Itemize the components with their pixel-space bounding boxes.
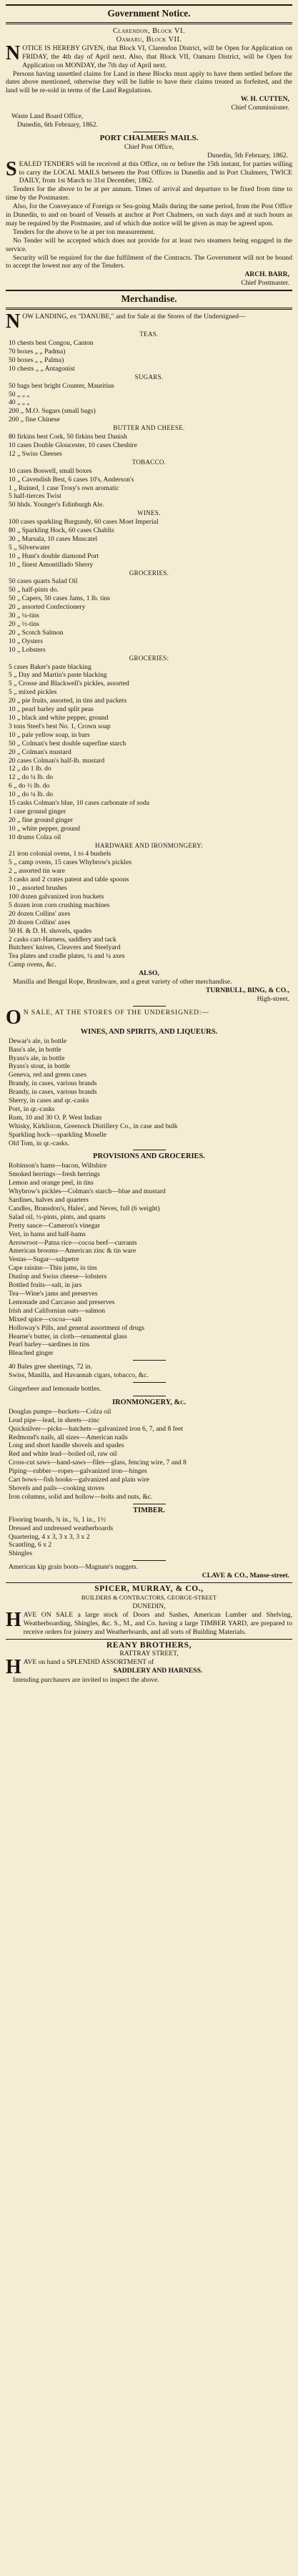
- notice-office: Waste Land Board Office,: [11, 112, 84, 121]
- list-item: Iron columns, solid and hollow—bolts and nuts, &c.: [9, 1492, 153, 1501]
- sale-ironmongery-list: [6, 1408, 292, 1502]
- ironmongery-heading: HARDWARE AND IRONMONGERY:: [95, 841, 203, 849]
- list-item: 5 „ Day and Martin's paste blacking: [9, 671, 107, 680]
- list-item: Cross-cut saws—hand-saws—files—glass, fencing wire, 7 and 8: [9, 1459, 187, 1467]
- list-item: Irish and Californian oats—salmon: [9, 1306, 106, 1315]
- list-item: 12 „ do 1 lb. do: [9, 765, 51, 773]
- block-title-clarendon: Clarendon, Block VI.: [113, 27, 185, 35]
- teas-list: [6, 339, 292, 373]
- timber-title: TIMBER.: [133, 1506, 165, 1514]
- list-item: 1 „ Ruined, 1 case Trosy's own aromatic: [9, 484, 119, 492]
- government-notice-body: [6, 44, 292, 70]
- newspaper-column: [6, 0, 292, 1685]
- list-item: 10 „ Oysters: [9, 637, 43, 645]
- list-item: Camp ovens, &c.: [9, 961, 56, 969]
- sale-ironmongery-title: IRONMONGERY, &c.: [112, 1398, 186, 1406]
- sugars-list: [6, 382, 292, 425]
- notice-paragraph-2: Persons having unsettled claims for Land in these Blocks must apply to have them settled before the dates above mentioned, otherwise they will be liable to have their claims treated as forfeited, and the land will be re-sold in terms of the Land Regulations.: [6, 69, 292, 95]
- list-item: Dewar's ale, in bottle: [9, 1037, 67, 1045]
- list-item: Piping—rubber—ropes—galvanized iron—hinges: [9, 1467, 147, 1476]
- reany-body: [6, 1658, 292, 1676]
- list-item: 50 „ „ „: [9, 390, 30, 398]
- list-item: 15 casks Colman's blue, 10 cases carbonate of soda: [9, 799, 150, 808]
- boots-line: American kip grain boots—Magnate's nuggets.: [9, 1563, 139, 1572]
- list-item: 12 „ do ¼ lb. do: [9, 773, 54, 782]
- list-item: 10 „ Lobsters: [9, 645, 46, 654]
- list-item: Bleached ginger: [9, 1349, 54, 1358]
- groceries-2-heading: GROCERIES:: [129, 654, 169, 662]
- reany-address: RATTRAY STREET,: [119, 1650, 179, 1658]
- notice-office-date: Dunedin, 6th February, 1862.: [17, 120, 98, 129]
- list-item: 3 casks and 2 crates patent and table spoons: [9, 876, 129, 884]
- list-item: 100 cases sparkling Burgundy, 60 cases Moet Imperial: [9, 518, 159, 527]
- list-item: 10 chests „ „ Antagonist: [9, 364, 75, 373]
- clave-firm: CLAVE & CO., Manse-street.: [202, 1572, 289, 1580]
- merchandise-intro-text: OW LANDING, ex "DANUBE," and for Sale at the Stores of the Undersigned—: [22, 313, 246, 321]
- spicer-body: [6, 1611, 292, 1637]
- block-title-oamaru: Oamaru, Block VII.: [116, 35, 182, 44]
- list-item: 5 „ Silverwater: [9, 543, 51, 552]
- list-item: Holloway's Pills, and general assortment of drugs: [9, 1323, 145, 1332]
- sheetings-line: 40 Bales gree sheetings, 72 in.: [9, 1363, 92, 1371]
- list-item: 2 casks cart-Harness, saddlery and tack: [9, 935, 116, 944]
- list-item: 50 „ Colman's best double superfine starch: [9, 739, 126, 748]
- list-item: Sardines, halves and quarters: [9, 1196, 89, 1204]
- reany-paragraph-3: Intending purchasers are invited to inspect the above.: [13, 1676, 159, 1685]
- port-chalmers-mails-title: PORT CHALMERS MAILS.: [99, 133, 199, 142]
- reany-firm: REANY BROTHERS,: [106, 1640, 192, 1650]
- ginger-line: Gingerbeer and lemonade bottles.: [9, 1385, 101, 1394]
- mails-body: [6, 160, 292, 186]
- list-item: 20 „ pie fruits, assorted, in tins and packets: [9, 697, 127, 705]
- spicer-city: DUNEDIN,: [132, 1602, 166, 1610]
- reany-paragraph-1: AVE on hand a SPLENDID ASSORTMENT of: [23, 1658, 154, 1667]
- spicer-paragraph: AVE ON SALE a large stock of Doors and Sashes, American Lumber and Shelving, Weatherboarding, Shingles, &c. S., M., and Co. having a large TIMBER YARD, are prepared to receive orders for joinery and Weatherboards, and all sorts of Building Materials.: [23, 1610, 292, 1636]
- dropcap-h: H: [6, 1610, 21, 1631]
- list-item: Flooring boards, ¾ in., ¾, 1 in., 1½: [9, 1515, 106, 1524]
- divider: [6, 290, 292, 291]
- provisions-list: [6, 1162, 292, 1358]
- list-item: 10 drums Colza oil: [9, 833, 61, 841]
- cigars-line: Swiss, Manilla, and Havannah cigars, tobacco, &c.: [9, 1371, 149, 1380]
- list-item: Douglas pumps—buckets—Colza oil: [9, 1407, 111, 1416]
- list-item: Cape raisins—Thin jams, in tins: [9, 1264, 97, 1273]
- list-item: 50 „ half-pints do.: [9, 586, 59, 594]
- list-item: 10 „ finest Amontillado Sherry: [9, 560, 94, 569]
- list-item: Butchers' knives, Cleavers and Steelyard: [9, 944, 121, 952]
- list-item: Brandy, in cases, various brands: [9, 1079, 97, 1088]
- list-item: 50 cases quarts Salad Oil: [9, 577, 78, 586]
- list-item: Pearl barley—sardines in tins: [9, 1341, 90, 1349]
- list-item: Salad oil, ½-pints, pints, and quarts: [9, 1213, 106, 1221]
- list-item: 20 dozen Collins' axes: [9, 918, 71, 926]
- spicer-firm: SPICER, MURRAY, & CO.,: [94, 1585, 204, 1594]
- on-sale-intro: [6, 1009, 292, 1027]
- butter-list: [6, 433, 292, 459]
- list-item: Robinson's hams—bacon, Wiltshire: [9, 1162, 107, 1170]
- list-item: Tea plates and cradle plates, ¼ and ¼ axes: [9, 952, 125, 961]
- merchandise-intro: [6, 313, 292, 330]
- notice-signer-title: Chief Commissioner.: [231, 104, 289, 112]
- list-item: Mixed spice—cocoa—salt: [9, 1315, 82, 1323]
- list-item: 200 „ M.O. Sugars (small bags): [9, 407, 96, 416]
- butter-heading: BUTTER AND CHEESE.: [113, 424, 185, 432]
- divider: [133, 1360, 166, 1361]
- list-item: Pretty sauce—Cameron's vinegar: [9, 1221, 101, 1230]
- list-item: 2 „ assorted tin ware: [9, 867, 65, 876]
- sale-wines-list: [6, 1037, 292, 1148]
- dropcap-n: N: [6, 313, 21, 331]
- list-item: Shovels and pails—cooking stoves: [9, 1484, 105, 1492]
- list-item: Lemon and orange peel, in tins: [9, 1179, 94, 1187]
- mails-paragraph-5: No Tender will be accepted which does not provide for at least two steamers being engaged in the service.: [6, 236, 292, 253]
- list-item: 5 half-tierces Twist: [9, 492, 61, 501]
- divider: [6, 1582, 292, 1583]
- on-sale-intro-text: N SALE, AT THE STORES OF THE UNDERSIGNED:—: [23, 1008, 209, 1017]
- list-item: 20 „ Colman's mustard: [9, 748, 71, 756]
- mails-paragraph-2: Tenders for the above to be at per annum. Times of arrival and departure to be fixed from time to time by the Postmaster.: [6, 185, 292, 202]
- list-item: 5 „ Crosse and Blackwell's pickles, assorted: [9, 680, 129, 688]
- list-item: 80 „ Sparkling Hock, 60 cases Chablis: [9, 527, 114, 535]
- list-item: 12 „ Swiss Cheeses: [9, 449, 62, 458]
- list-item: 100 dozen galvanized iron buckets: [9, 893, 104, 901]
- divider: [6, 1639, 292, 1640]
- mails-paragraph-4: Tenders for the above to be at per ton measurement.: [13, 227, 156, 236]
- list-item: Bass's ale, in bottle: [9, 1045, 61, 1054]
- list-item: 20 dozen Collins' axes: [9, 909, 71, 918]
- list-item: 30 „ Marsala, 10 cases Muscatel: [9, 534, 98, 543]
- divider: [133, 1382, 166, 1383]
- list-item: 80 firkins best Cork, 50 firkins best Danish: [9, 433, 127, 441]
- list-item: 70 boxes „ „ Padma): [9, 348, 66, 356]
- list-item: 10 „ pale yellow soap, in bars: [9, 730, 90, 739]
- list-item: Sparkling hock—sparkling Moselle: [9, 1130, 106, 1139]
- mails-office: Chief Post Office,: [124, 142, 174, 151]
- list-item: Hearne's butter, in cloth—ornamental glass: [9, 1332, 127, 1341]
- list-item: 1 case ground ginger: [9, 807, 66, 816]
- list-item: 30 „ ¼-tins: [9, 612, 39, 620]
- list-item: 10 cases Double Gloucester, 10 cases Cheshire: [9, 441, 137, 449]
- list-item: Sherry, in cases and qr.-casks: [9, 1097, 89, 1105]
- tobacco-list: [6, 467, 292, 510]
- government-notice-heading: Government Notice.: [107, 8, 191, 19]
- dropcap-s: S: [6, 160, 17, 180]
- list-item: 50 H. & D. H. shovels, spades: [9, 926, 92, 935]
- list-item: Shingles: [9, 1549, 33, 1558]
- list-item: 10 „ Hunt's double diamond Port: [9, 552, 99, 560]
- list-item: Bottled fruits—salt, in jars: [9, 1281, 82, 1290]
- groceries-list: [6, 577, 292, 654]
- list-item: 20 „ fine ground ginger: [9, 816, 74, 824]
- list-item: Brandy, in cases, various brands: [9, 1088, 97, 1097]
- mails-paragraph-3: Also, for the Conveyance of Foreign or Sea-going Mails during the same period, from the Post Office in Dunedin, to and on board of Vessels at anchor at Port Chalmers, on such days and at such hours as may be required by the Postmaster, and of which due notice will be given as may be agreed upon.: [6, 202, 292, 227]
- list-item: Dressed and undressed weatherboards: [9, 1524, 114, 1532]
- list-item: 3 tons Steel's best No. 1, Crown soap: [9, 722, 111, 730]
- list-item: 21 iron colonial ovens, 1 to 4 bushels: [9, 850, 111, 858]
- dropcap-h: H: [6, 1658, 21, 1677]
- list-item: Tea—Wine's jams and preserves: [9, 1289, 98, 1298]
- list-item: Whisky, Kirkliston, Greenock Distillery Co., in case and bulk: [9, 1122, 178, 1130]
- divider: [133, 1006, 166, 1007]
- also-heading: ALSO,: [139, 969, 159, 978]
- mails-paragraph-1: EALED TENDERS will be received at this Office, on or before the 15th instant, for parties willing to carry the LOCAL MAILS between the Post Offices in Dunedin and in Port Chalmers, TWICE DAILY, from 1st March to 31st December, 1862.: [19, 160, 292, 185]
- list-item: Old Tom, in qr.-casks.: [9, 1139, 69, 1147]
- mails-signer-title: Chief Postmaster.: [241, 279, 289, 288]
- notice-paragraph: OTICE IS HEREBY GIVEN, that Block VI, Clarendon District, will be Open for Application on FRIDAY, the 4th day of April next. Also, that Block VII, Oamaru District, will be Open for Application on MONDAY, the 7th day of April next.: [22, 44, 292, 69]
- list-item: American brooms—American zinc & tin ware: [9, 1247, 136, 1255]
- groceries-heading: GROCERIES.: [129, 569, 169, 577]
- list-item: 6 „ do ½ lb. do: [9, 782, 50, 790]
- list-item: Red and white lead—boiled oil, raw oil: [9, 1450, 117, 1459]
- list-item: 10 „ pearl barley and split peas: [9, 705, 94, 714]
- list-item: 20 „ Scotch Salmon: [9, 628, 64, 637]
- list-item: 5 cases Baker's paste blacking: [9, 662, 91, 671]
- timber-list: [6, 1516, 292, 1559]
- list-item: Scantling, 6 x 2: [9, 1541, 52, 1549]
- spicer-subtitle: BUILDERS & CONTRACTORS, GEORGE-STREET: [81, 1593, 217, 1601]
- list-item: Vestas—Sugar—saltpetre: [9, 1255, 79, 1264]
- sale-wines-title: WINES, AND SPIRITS, AND LIQUEURS.: [80, 1027, 218, 1036]
- list-item: 50 bags best bright Counter, Mauritius: [9, 381, 114, 390]
- list-item: Byass's stout, in bottle: [9, 1062, 70, 1071]
- list-item: Vert, in hams and half-hams: [9, 1230, 86, 1238]
- turnbull-address: High-street.: [257, 994, 289, 1003]
- wines-list: [6, 518, 292, 569]
- list-item: Lead pipe—lead, in sheets—zinc: [9, 1416, 100, 1424]
- list-item: 5 dozen iron corn crushing machines: [9, 901, 110, 909]
- list-item: 10 „ white pepper, ground: [9, 824, 81, 833]
- list-item: Lemonade and Carcasso and preserves: [9, 1298, 115, 1306]
- list-item: Cart bows—fish hooks—galvanized and plain wire: [9, 1476, 149, 1484]
- list-item: 10 „ assorted brushes: [9, 884, 67, 893]
- tobacco-heading: TOBACCO.: [131, 458, 167, 466]
- mails-paragraph-6: Security will be required for the due fulfilment of the Contracts. The Government will not be bound to accept the lowest nor any of the Tenders.: [6, 253, 292, 270]
- list-item: Quicksilver—picks—hatchets—galvanized iron 6, 7, and 8 feet: [9, 1424, 184, 1433]
- list-item: 10 chests best Congou, Canton: [9, 339, 94, 348]
- mails-signer: ARCH. BARR,: [244, 270, 289, 279]
- list-item: Port, in qr.-casks: [9, 1105, 55, 1113]
- dropcap-n: N: [6, 44, 21, 64]
- divider: [6, 308, 292, 310]
- wines-heading: WINES.: [137, 509, 161, 517]
- notice-signer: W. H. CUTTEN,: [240, 95, 289, 104]
- list-item: 5 „ mixed pickles: [9, 688, 57, 697]
- list-item: Smoked herrings—fresh herrings: [9, 1170, 100, 1179]
- list-item: 10 „ black and white pepper, ground: [9, 713, 109, 722]
- list-item: 10 cases Boswell, small boxes: [9, 466, 92, 475]
- list-item: 50 hhds. Younger's Edinburgh Ale.: [9, 501, 104, 509]
- list-item: 20 „ ½-tins: [9, 620, 39, 628]
- list-item: 10 „ do ¼ lb. do: [9, 790, 54, 799]
- list-item: Dunlop and Swiss cheese—lobsters: [9, 1273, 107, 1281]
- list-item: 10 „ Cavendish Best, 6 cases 10's, Anderson's: [9, 475, 134, 484]
- turnbull-firm: TURNBULL, BING, & CO.,: [205, 986, 289, 994]
- groceries-2-list: [6, 663, 292, 842]
- list-item: Candles, Bransdon's, Hales', and Neves, full (6 weight): [9, 1204, 160, 1213]
- list-item: Geneva, red and green cases: [9, 1071, 86, 1079]
- teas-heading: TEAS.: [139, 330, 159, 338]
- list-item: Quartering, 4 x 3, 3 x 3, 3 x 2: [9, 1532, 90, 1541]
- list-item: 5 „ camp ovens, 15 cases Whybrow's pickles: [9, 858, 132, 867]
- list-item: 40 „ „ „: [9, 398, 30, 407]
- list-item: 20 cases Colman's half-lb. mustard: [9, 756, 105, 765]
- sugars-heading: SUGARS.: [134, 373, 164, 381]
- list-item: Rum, 10 and 30 O. P. West Indian: [9, 1113, 102, 1122]
- top-rule: [6, 4, 292, 6]
- list-item: Byass's ale, in bottle: [9, 1054, 65, 1062]
- reany-paragraph-2: SADDLERY AND HARNESS.: [113, 1667, 203, 1675]
- list-item: 50 boxes „ „ Palma): [9, 356, 64, 364]
- list-item: 50 „ Capers, 50 cases Jams, 1 lb. tins: [9, 594, 111, 603]
- ironmongery-list: [6, 850, 292, 969]
- divider: [6, 22, 292, 24]
- list-item: Long and short handle shovels and spades: [9, 1441, 124, 1450]
- list-item: 200 „ fine Chinese: [9, 416, 60, 424]
- divider: [133, 1560, 166, 1561]
- list-item: Redmond's nails, all sizes—American nails: [9, 1433, 128, 1441]
- provisions-title: PROVISIONS AND GROCERIES.: [93, 1152, 205, 1161]
- merchandise-heading: Merchandise.: [121, 293, 177, 305]
- also-paragraph: Manilla and Bengal Rope, Brushware, and a great variety of other merchandise.: [13, 978, 232, 986]
- list-item: Arrowroot—Patna rice—cocoa beef—currants: [9, 1238, 137, 1247]
- list-item: Whybrow's pickles—Colman's starch—blue and mustard: [9, 1187, 166, 1196]
- list-item: 20 „ assorted Confectionery: [9, 603, 86, 612]
- mails-date: Dunedin, 5th February, 1862.: [207, 151, 288, 160]
- dropcap-o: O: [6, 1008, 21, 1027]
